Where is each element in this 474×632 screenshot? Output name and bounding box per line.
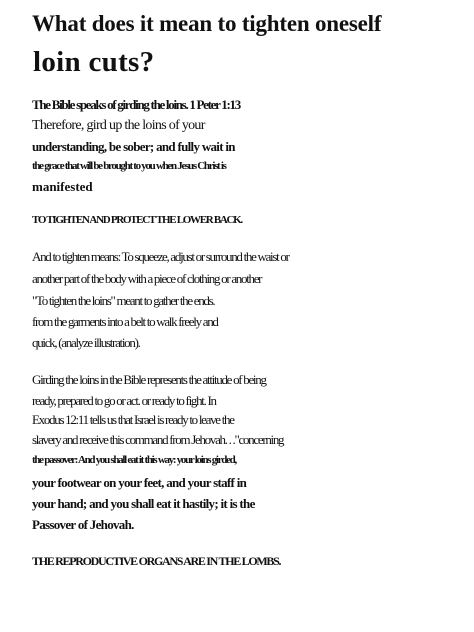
- paragraph-4-line-4: slavery and receive this command from Jehovah. . ."concerning: [32, 432, 284, 447]
- paragraph-4-line-3: Exodus 12:11 tells us that Israel is ready to leave the: [32, 412, 234, 427]
- paragraph-1-line-1: The Bible speaks of girding the loins. 1 Peter 1:13: [32, 97, 240, 112]
- heading-tighten-protect: TO TIGHTEN AND PROTECT THE LOWER BACK.: [32, 214, 242, 226]
- paragraph-4-line-2: ready, prepared to go or act. or ready to fight. In: [32, 393, 216, 408]
- paragraph-3-line-4: from the garments into a belt to walk freely and: [32, 314, 218, 329]
- title-line-1: What does it mean to tighten oneself: [32, 11, 382, 36]
- paragraph-4-line-6: your footwear on your feet, and your staff in: [32, 475, 247, 490]
- paragraph-1-line-4: the grace that will be brought to you when Jesus Christ is: [32, 160, 226, 172]
- paragraph-1-line-3: understanding, be sober; and fully wait in: [32, 139, 235, 154]
- paragraph-4-line-8: Passover of Jehovah.: [32, 517, 134, 532]
- paragraph-4-line-5: the passover: And you shall eat it this way: your loins girded,: [32, 454, 236, 466]
- paragraph-4-line-7: your hand; and you shall eat it hastily; it is the: [32, 496, 255, 511]
- paragraph-3-line-1: And to tighten means: To squeeze, adjust or surround the waist or: [32, 249, 289, 264]
- heading-reproductive-organs: THE REPRODUCTIVE ORGANS ARE IN THE LOMBS.: [32, 554, 281, 568]
- paragraph-1-line-2: Therefore, gird up the loins of your: [32, 118, 205, 133]
- title-line-2: loin cuts?: [33, 46, 155, 78]
- paragraph-4-line-1: Girding the loins in the Bible represents the attitude of being: [32, 372, 266, 387]
- paragraph-3-line-2: another part of the body with a piece of clothing or another: [32, 271, 262, 286]
- paragraph-3-line-5: quick, (analyze illustration).: [32, 335, 140, 350]
- paragraph-1-line-5: manifested: [32, 179, 93, 194]
- paragraph-3-line-3: "To tighten the loins" meant to gather the ends.: [32, 293, 215, 308]
